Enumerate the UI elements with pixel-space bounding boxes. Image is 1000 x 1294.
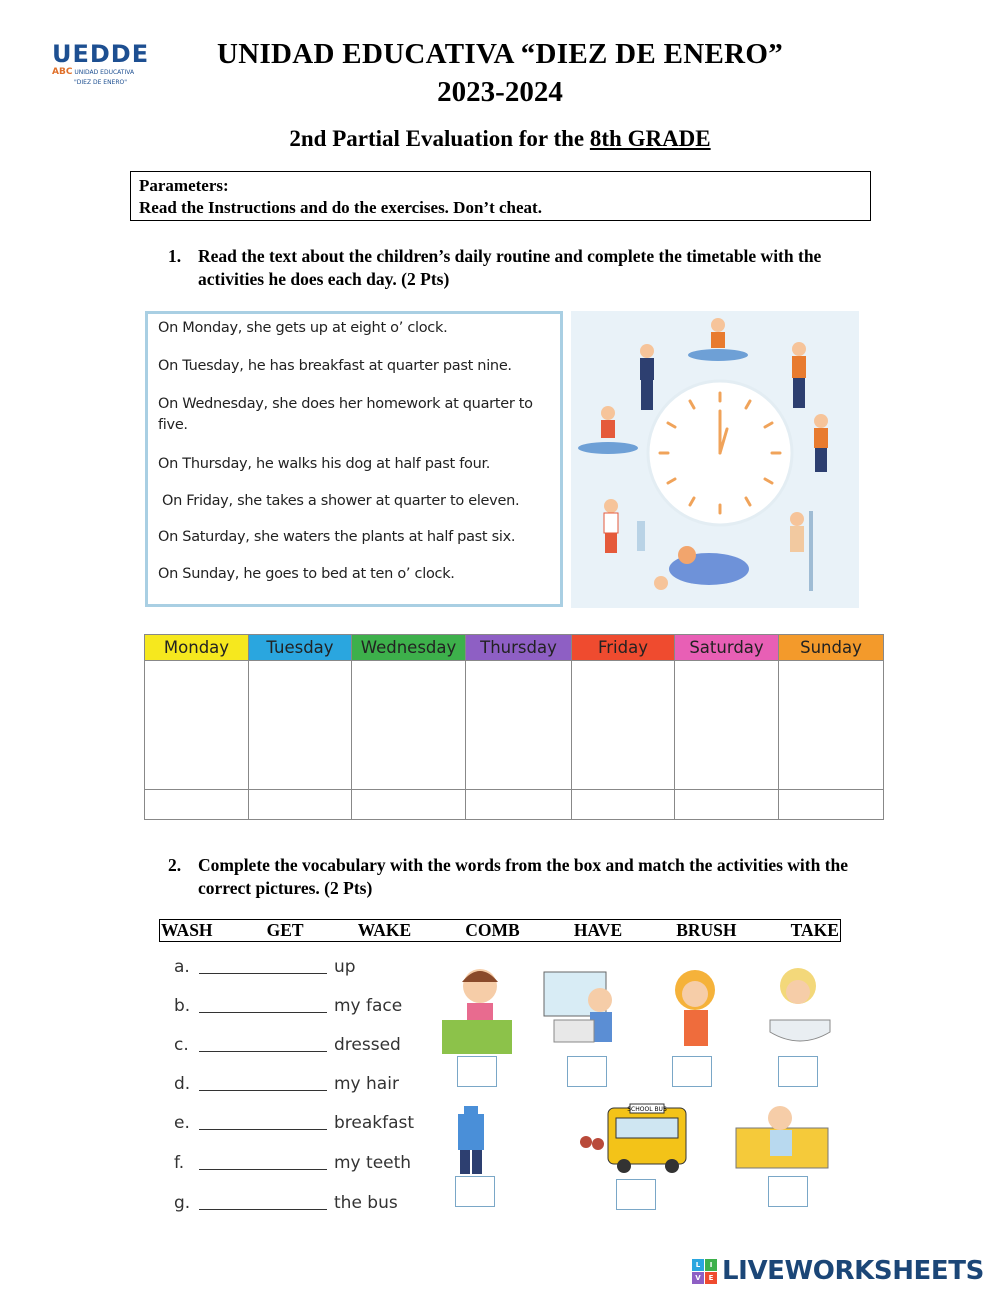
logo-tile: I (705, 1259, 717, 1271)
vocab-letter: d. (174, 1074, 191, 1094)
word-box-word: HAVE (573, 920, 623, 940)
evaluation-grade: 8th GRADE (589, 126, 711, 151)
routine-line: On Wednesday, she does her homework at quarter to five. (158, 396, 533, 433)
vocab-letter: b. (174, 996, 191, 1016)
activity-cell[interactable] (466, 661, 572, 790)
school-bus-picture (580, 1104, 686, 1173)
daily-routine-illustration (571, 311, 859, 608)
answer-box[interactable] (457, 1056, 497, 1087)
activity-cell[interactable] (779, 661, 884, 790)
logo-mark: UEDDE (52, 40, 150, 68)
vocab-letter: f. (174, 1153, 185, 1173)
liveworksheets-logo-icon (692, 1259, 717, 1284)
word-box-word: WAKE (357, 920, 412, 940)
activity-cell[interactable] (249, 661, 352, 790)
answer-box[interactable] (616, 1179, 656, 1210)
vocab-blank[interactable] (199, 1051, 327, 1052)
activity-row (145, 661, 884, 790)
word-box-word: GET (266, 920, 304, 940)
combing-hair-picture (675, 970, 715, 1046)
time-cell[interactable] (572, 789, 675, 819)
vocab-word: my teeth (334, 1153, 412, 1173)
vocab-word: my face (334, 996, 403, 1016)
question-1 (168, 245, 858, 291)
logo-sub-top: UNIDAD EDUCATIVA (74, 69, 135, 76)
routine-line: On Saturday, she waters the plants at half past six. (158, 529, 516, 545)
evaluation-title (0, 126, 1000, 152)
parameters-label: Parameters: (139, 176, 229, 195)
time-cell[interactable] (675, 789, 779, 819)
parameters-box (130, 171, 871, 221)
parameters-text: Read the Instructions and do the exercises. Don’t cheat. (139, 198, 542, 217)
vocab-word: my hair (334, 1074, 399, 1094)
vocab-blank[interactable] (199, 1169, 327, 1170)
day-header-friday: Friday (572, 635, 675, 661)
waking-up-picture (736, 1106, 828, 1168)
vocab-word: dressed (334, 1035, 401, 1055)
answer-box[interactable] (567, 1056, 607, 1087)
time-cell[interactable] (249, 789, 352, 819)
getting-dressed-picture (458, 1106, 484, 1174)
routine-line: On Friday, she takes a shower at quarter to eleven. (162, 493, 520, 509)
question-2 (168, 854, 868, 900)
washing-face-picture (770, 968, 830, 1041)
evaluation-prefix: 2nd Partial Evaluation for the (289, 126, 585, 151)
school-title: UNIDAD EDUCATIVA “DIEZ DE ENERO” (216, 38, 784, 70)
word-box-word: BRUSH (676, 920, 737, 940)
vocab-letter: e. (174, 1113, 190, 1133)
answer-box[interactable] (455, 1176, 495, 1207)
brushing-teeth-picture (544, 972, 612, 1042)
answer-box[interactable] (768, 1176, 808, 1207)
vocab-blank[interactable] (199, 1090, 327, 1091)
liveworksheets-footer (692, 1255, 984, 1287)
vocabulary-list (174, 957, 434, 1222)
vocab-blank[interactable] (199, 1209, 327, 1210)
vocab-word: up (334, 957, 356, 977)
liveworksheets-brand: LIVEWORKSHEETS (722, 1256, 984, 1286)
vocab-letter: g. (174, 1193, 191, 1213)
routine-line: On Thursday, he walks his dog at half past four. (158, 456, 491, 472)
logo-abc: ABC (52, 67, 73, 77)
time-cell[interactable] (352, 789, 466, 819)
vocab-blank[interactable] (199, 1129, 327, 1130)
breakfast-picture (442, 969, 512, 1054)
day-header-tuesday: Tuesday (249, 635, 352, 661)
question-2-number: 2. (168, 855, 182, 875)
routine-line: On Tuesday, he has breakfast at quarter past nine. (158, 358, 512, 374)
vocab-blank[interactable] (199, 1012, 327, 1013)
logo-sub-name: "DIEZ DE ENERO" (74, 79, 127, 86)
logo-tile: L (692, 1259, 704, 1271)
question-1-number: 1. (168, 246, 182, 266)
question-2-text: Complete the vocabulary with the words from the box and match the activities with the correct pictures. (2 Pts) (198, 855, 849, 898)
word-box-word: TAKE (790, 920, 839, 940)
vocab-word: the bus (334, 1193, 398, 1213)
vocab-blank[interactable] (199, 973, 327, 974)
answer-box[interactable] (778, 1056, 818, 1087)
timetable-header-row (145, 635, 884, 661)
day-header-sunday: Sunday (779, 635, 884, 661)
school-year: 2023-2024 (437, 76, 563, 108)
word-box-word: WASH (161, 920, 213, 940)
logo-tile: V (692, 1272, 704, 1284)
day-header-thursday: Thursday (466, 635, 572, 661)
activity-cell[interactable] (352, 661, 466, 790)
activity-cell[interactable] (572, 661, 675, 790)
time-row (145, 789, 884, 819)
time-cell[interactable] (466, 789, 572, 819)
day-header-wednesday: Wednesday (352, 635, 466, 661)
bus-sign: SCHOOL BUS (627, 1106, 667, 1113)
day-header-saturday: Saturday (675, 635, 779, 661)
vocab-word: breakfast (334, 1113, 415, 1133)
question-1-text: Read the text about the children’s daily routine and complete the timetable with the activities he does each day. (2 Pts) (198, 246, 822, 289)
word-box-word: COMB (465, 920, 520, 940)
timetable (144, 634, 884, 820)
routine-text-box (145, 311, 563, 607)
day-header-monday: Monday (145, 635, 249, 661)
answer-box[interactable] (672, 1056, 712, 1087)
activity-cell[interactable] (145, 661, 249, 790)
time-cell[interactable] (145, 789, 249, 819)
activity-cell[interactable] (675, 661, 779, 790)
word-box (159, 919, 841, 942)
clock-routine-image (571, 311, 859, 608)
routine-line: On Sunday, he goes to bed at ten o’ clock. (158, 566, 455, 582)
logo-tile: E (705, 1272, 717, 1284)
routine-line: On Monday, she gets up at eight o’ clock. (158, 320, 448, 336)
time-cell[interactable] (779, 789, 884, 819)
vocab-letter: c. (174, 1035, 189, 1055)
vocab-letter: a. (174, 957, 190, 977)
